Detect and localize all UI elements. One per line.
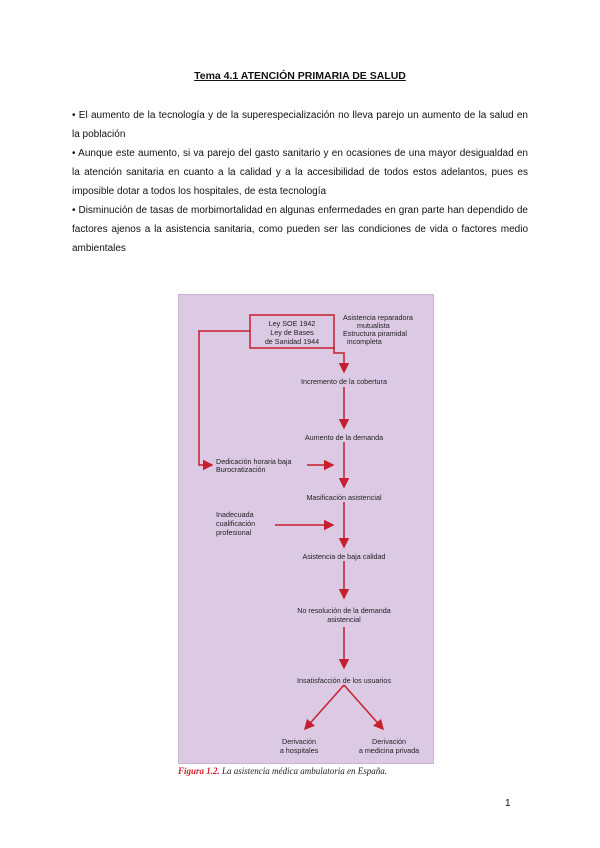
side-note-3: Estructura piramidal	[343, 329, 407, 338]
step-cobertura: Incremento de la cobertura	[301, 377, 387, 386]
outcome-privada-1: Derivación	[372, 737, 406, 746]
caption-label: Figura 1.2.	[178, 766, 220, 776]
flowchart-svg	[179, 295, 433, 763]
figure-caption	[178, 766, 432, 776]
input-cualificacion-2: cualificación	[216, 519, 256, 528]
outcome-privada-2: a medicina privada	[358, 746, 420, 755]
law-line-3: de Sanidad 1944	[264, 337, 320, 346]
side-note-4: incompleta	[347, 337, 382, 346]
outcome-hospitales-1: Derivación	[282, 737, 316, 746]
outcome-hospitales-2: a hospitales	[279, 746, 319, 755]
step-insatisfaccion: Insatisfacción de los usuarios	[297, 676, 391, 685]
step-demanda: Aumento de la demanda	[304, 433, 384, 442]
step-no-resolucion-2: asistencial	[327, 615, 361, 624]
page-number: 1	[505, 798, 511, 809]
step-no-resolucion-1: No resolución de la demanda	[297, 606, 391, 615]
input-cualificacion-3: profesional	[216, 528, 252, 537]
paragraph-2: • Aunque este aumento, si va parejo del gasto sanitario y en ocasiones de una mayor desigualdad en la atención sanitaria en cuanto a la calidad y a la accesibilidad de todos estos adelantos, pues es imposible dotar a todos los hospitales, de esta tecnología	[72, 148, 528, 197]
law-line-2: Ley de Bases	[270, 328, 314, 337]
flowchart-figure	[178, 294, 434, 764]
step-masificacion: Masificación asistencial	[306, 493, 382, 502]
paragraph-3: • Disminución de tasas de morbimortalidad en algunas enfermedades en gran parte han dependido de factores ajenos a la asistencia sanitaria, como pueden ser las condiciones de vida o factores medio ambientales	[72, 205, 528, 254]
input-dedicacion-2: Burocratización	[216, 465, 266, 474]
input-cualificacion-1: Inadecuada	[216, 510, 254, 519]
caption-text: La asistencia médica ambulatoria en España.	[222, 766, 388, 776]
side-note-2: mutualista	[357, 321, 390, 330]
side-note-1: Asistencia reparadora	[343, 313, 413, 322]
paragraph-1: • El aumento de la tecnología y de la superespecialización no lleva parejo un aumento de la salud en la población	[72, 110, 528, 140]
document-title: Tema 4.1 ATENCIÓN PRIMARIA DE SALUD	[194, 70, 406, 82]
step-baja-calidad: Asistencia de baja calidad	[302, 552, 386, 561]
body-text	[72, 106, 528, 258]
law-line-1: Ley SOE 1942	[268, 319, 316, 328]
input-dedicacion-1: Dedicación horaria baja	[216, 457, 292, 466]
